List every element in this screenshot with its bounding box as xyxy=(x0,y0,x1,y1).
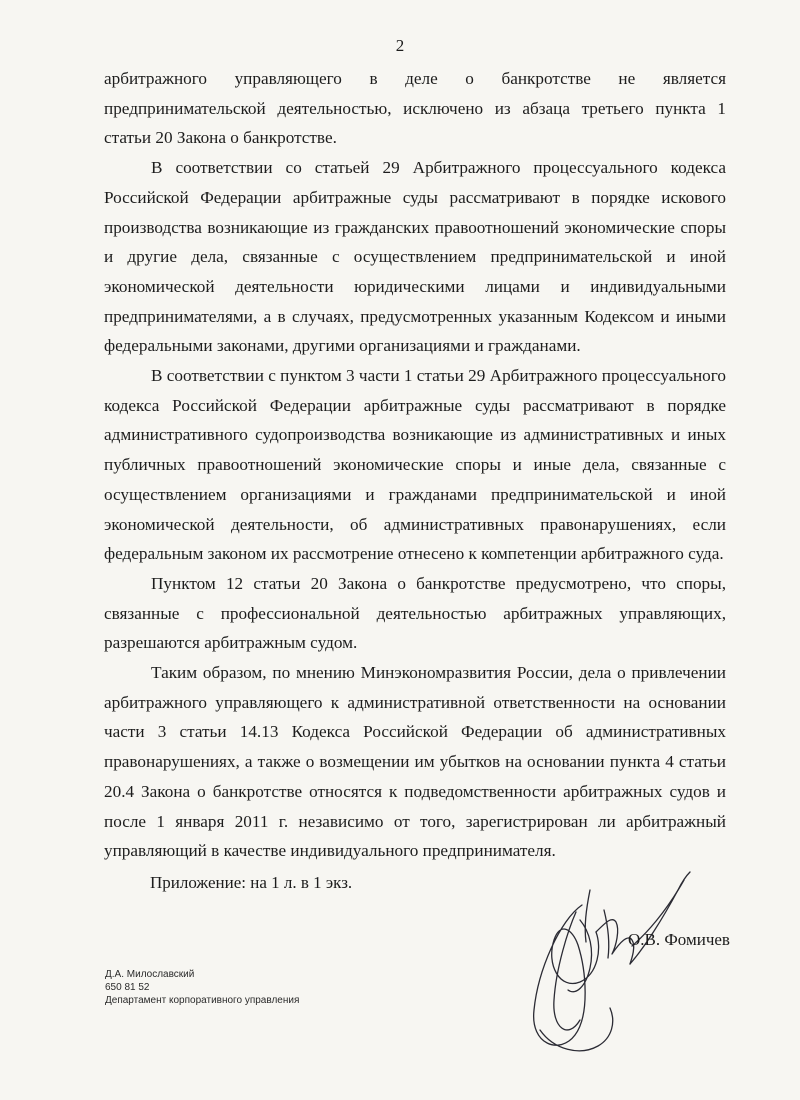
letter-body xyxy=(104,64,726,866)
paragraph-continuation: арбитражного управляющего в деле о банкротстве не является предпринимательской деятельностью, исключено из абзаца третьего пункта 1 статьи 20 Закона о банкротстве. xyxy=(104,69,726,148)
executor-phone: 650 81 52 xyxy=(105,982,150,993)
paragraph-conclusion: Таким образом, по мнению Минэкономразвития России, дела о привлечении арбитражного управляющего к административной ответственности на основании части 3 статьи 14.13 Кодекса Российской Федерации об административных правонарушениях, а также о возмещении им убытков на основании пункта 4 статьи 20.4 Закона о банкротстве относятся к подведомственности арбитражных судов и после 1 января 2011 г. независимо от того, зарегистрирован ли арбитражный управляющий в качестве индивидуального предпринимателя. xyxy=(104,663,726,861)
executor-department: Департамент корпоративного управления xyxy=(105,995,300,1006)
paragraph-article-29: В соответствии со статьей 29 Арбитражного процессуального кодекса Российской Федерации арбитражные суды рассматривают в порядке искового производства возникающие из гражданских правоотношений экономические споры и другие дела, связанные с осуществлением предпринимательской и иной экономической деятельности юридическими лицами и индивидуальными предпринимателями, а в случаях, предусмотренных указанным Кодексом и иными федеральными законами, другими организациями и гражданами. xyxy=(104,158,726,356)
paragraph-point-3-article-29: В соответствии с пунктом 3 части 1 статьи 29 Арбитражного процессуального кодекса Российской Федерации арбитражные суды рассматривают в порядке административного судопроизводства возникающие из административных и иных публичных правоотношений экономические споры и иные дела, связанные с осуществлением организациями и гражданами предпринимательской и иной экономической деятельности, об административных правонарушениях, если федеральным законом их рассмотрение отнесено к компетенции арбитражного суда. xyxy=(104,366,726,564)
handwritten-signature xyxy=(520,850,700,1060)
executor-name: Д.А. Милославский xyxy=(105,969,195,980)
signer-name: О.В. Фомичев xyxy=(628,930,730,949)
executor-block xyxy=(105,968,299,1007)
attachment-note: Приложение: на 1 л. в 1 экз. xyxy=(150,873,353,892)
paragraph-point-12-article-20: Пунктом 12 статьи 20 Закона о банкротстве предусмотрено, что споры, связанные с профессиональной деятельностью арбитражных управляющих, разрешаются арбитражным судом. xyxy=(104,573,726,653)
page-number: 2 xyxy=(395,36,405,55)
